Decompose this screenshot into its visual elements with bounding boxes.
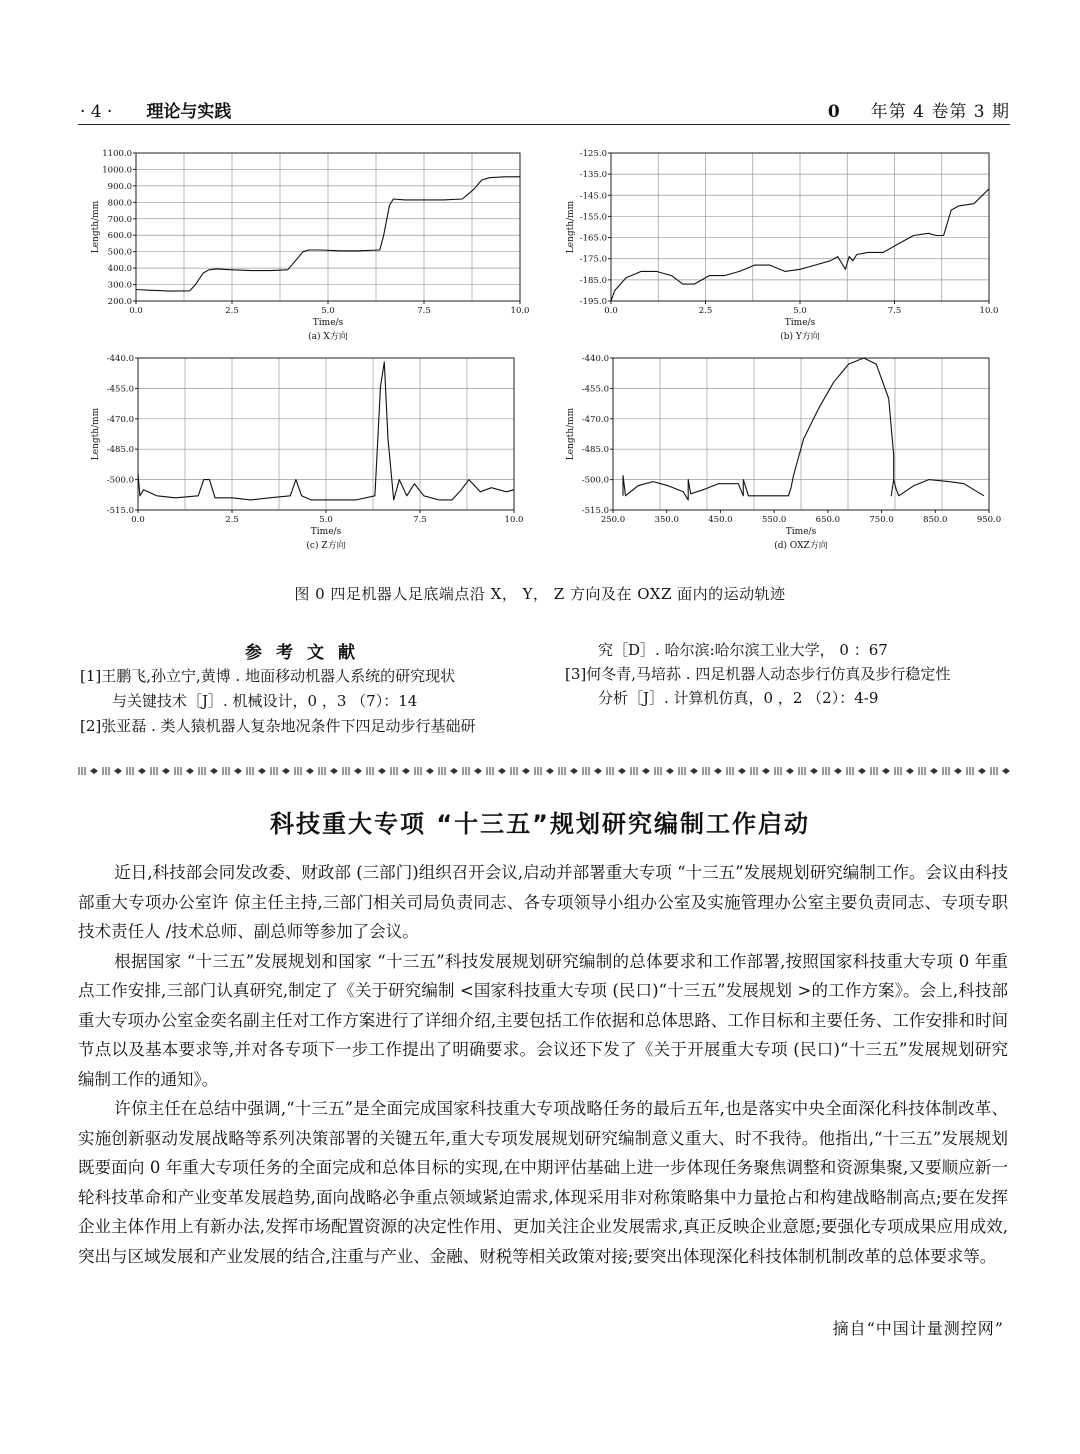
y-tick-label: 400.0	[107, 264, 132, 275]
x-tick-label: 10.0	[979, 306, 999, 316]
reference-item: 与关键技术［J］. 机械设计，0 ，3 （7）：14	[112, 692, 418, 710]
y-tick-label: -145.0	[579, 191, 607, 202]
ornamental-divider	[78, 761, 1010, 771]
issue-year: 0	[827, 102, 841, 122]
y-tick-label: 300.0	[107, 280, 132, 291]
series-line	[623, 358, 984, 500]
x-tick-label: 650.0	[815, 515, 841, 525]
x-tick-label: 250.0	[600, 515, 626, 525]
x-tick-label: 750.0	[869, 515, 894, 525]
article-paragraph: 许倞主任在总结中强调,“十三五”是全面完成国家科技重大专项战略任务的最后五年,也是落实中央全面深化科技体制改革、实施创新驱动发展战略等系列决策部署的关键五年,重大专项发展规划研究编制意义重大、时不我待。他指出,“十三五”发展规划既要面向 0 年重大专项任务的全面完成和总体目标的实现,在中期评估基础上进一步体现任务聚焦调整和资源集聚,又要顺应新一轮科技革命和产业变革发展趋势,面向战略必争重点领域紧迫需求,体现采用非对称策略集中力量抢占和构建战略制高点;要在发挥企业主体作用上有新办法,发挥市场配置资源的决定性作用、更加关注企业发展需求,真正反映企业意愿;要强化专项成果应用成效,突出与区域发展和产业发展的结合,注重与产业、金融、财税等相关政策对接;要突出体现深化科技体制机制改革的总体要求等。	[78, 1099, 1008, 1266]
y-tick-label: -155.0	[579, 212, 607, 223]
x-tick-label: 2.5	[225, 515, 239, 525]
y-tick-label: 600.0	[107, 231, 132, 242]
y-tick-label: -485.0	[581, 445, 609, 456]
x-tick-label: 550.0	[761, 515, 787, 525]
x-tick-label: 5.0	[319, 515, 333, 525]
chart-y-direction	[555, 145, 1005, 350]
x-tick-label: 7.5	[413, 515, 427, 525]
y-tick-label: -195.0	[579, 297, 607, 307]
reference-item: 分析［J］. 计算机仿真，0 ，2 （2）：4-9	[598, 689, 879, 707]
x-tick-label: 7.5	[887, 306, 902, 316]
y-axis-label: Length/mm	[566, 407, 576, 461]
page-number: · 4 ·	[80, 102, 113, 122]
x-axis-label: Time/s	[784, 318, 816, 328]
x-axis-label: Time/s	[312, 318, 344, 328]
y-tick-label: -440.0	[581, 354, 609, 364]
x-tick-label: 10.0	[504, 515, 524, 525]
y-tick-label: 1000.0	[102, 165, 132, 176]
article-title: 科技重大专项 “十三五”规划研究编制工作启动	[270, 810, 810, 838]
reference-item: [3]何冬青,马培荪 . 四足机器人动态步行仿真及步行稳定性	[565, 665, 951, 683]
reference-item: 究［D］. 哈尔滨:哈尔滨工业大学， 0 ：67	[598, 641, 888, 659]
y-axis-label: Length/mm	[91, 200, 101, 254]
y-tick-label: -515.0	[106, 506, 134, 516]
y-tick-label: -470.0	[106, 414, 134, 425]
y-tick-label: 800.0	[107, 198, 132, 209]
x-tick-label: 2.5	[698, 306, 713, 316]
y-tick-label: -185.0	[579, 275, 607, 286]
figure-caption: 图 0 四足机器人足底端点沿 X， Y， Z 方向及在 OXZ 面内的运动轨迹	[294, 585, 786, 603]
y-tick-label: -500.0	[581, 475, 609, 486]
y-tick-label: -125.0	[579, 149, 607, 159]
y-tick-label: -470.0	[581, 414, 609, 425]
reference-item: [1]王鹏飞,孙立宁,黄博 . 地面移动机器人系统的研究现状	[80, 667, 456, 685]
chart-z-direction	[80, 350, 530, 560]
article-paragraph: 根据国家 “十三五”发展规划和国家 “十三五”科技发展规划研究编制的总体要求和工作部署,按照国家科技重大专项 0 年重点工作安排,三部门认真研究,制定了《关于研究编制 <国家科技重大专项 (民口)“十三五”发展规划 >的工作方案》。会上,科技部重大专项办公室金奕名副主任对工作方案进行了详细介绍,主要包括工作依据和总体思路、工作目标和主要任务、工作安排和时间节点以及基本要求等,并对各专项下一步工作提出了明确要求。会议还下发了《关于开展重大专项 (民口)“十三五”发展规划研究编制工作的通知》。	[78, 951, 1008, 1089]
y-tick-label: 900.0	[107, 181, 132, 192]
volume-issue: 年第 4 卷第 3 期	[870, 102, 1010, 122]
x-tick-label: 0.0	[129, 306, 143, 316]
x-tick-label: 350.0	[654, 515, 679, 525]
x-tick-label: 7.5	[417, 306, 431, 316]
chart-caption: (c) Z方向	[306, 541, 346, 551]
y-tick-label: -455.0	[106, 384, 134, 395]
references-title: 参考文献	[245, 643, 369, 663]
y-axis-label: Length/mm	[91, 407, 101, 461]
y-tick-label: -165.0	[579, 233, 607, 244]
x-tick-label: 10.0	[510, 306, 530, 316]
y-tick-label: -515.0	[581, 506, 609, 516]
x-axis-label: Time/s	[785, 527, 817, 537]
running-header-right	[828, 97, 1010, 122]
chart-caption: (b) Y方向	[780, 332, 820, 342]
x-tick-label: 450.0	[708, 515, 733, 525]
y-tick-label: 700.0	[107, 214, 132, 225]
article-body	[78, 858, 1008, 1271]
y-tick-label: 1100.0	[102, 149, 132, 159]
x-tick-label: 0.0	[131, 515, 145, 525]
reference-item: [2]张亚磊 . 类人猿机器人复杂地况条件下四足动步行基础研	[80, 717, 476, 735]
y-tick-label: -135.0	[579, 170, 607, 181]
y-tick-label: 500.0	[107, 247, 132, 258]
x-tick-label: 5.0	[321, 306, 335, 316]
y-tick-label: -440.0	[106, 354, 134, 364]
chart-caption: (d) OXZ方向	[774, 541, 828, 551]
section-title: 理论与实践	[146, 102, 232, 122]
x-tick-label: 2.5	[225, 306, 239, 316]
y-tick-label: -485.0	[106, 445, 134, 456]
article-source: 摘自“中国计量测控网”	[832, 1319, 1004, 1338]
x-axis-label: Time/s	[310, 527, 342, 537]
chart-x-direction	[80, 145, 530, 350]
chart-oxz-plane	[555, 350, 1005, 560]
y-tick-label: -500.0	[106, 475, 134, 486]
x-tick-label: 0.0	[604, 306, 618, 316]
x-tick-label: 950.0	[976, 515, 1002, 525]
header-rule	[78, 124, 1010, 125]
y-tick-label: 200.0	[107, 297, 132, 307]
x-tick-label: 850.0	[923, 515, 948, 525]
chart-caption: (a) X方向	[308, 332, 348, 342]
y-tick-label: -455.0	[581, 384, 609, 395]
running-header-left	[80, 97, 231, 122]
y-tick-label: -175.0	[579, 254, 607, 265]
article-paragraph: 近日,科技部会同发改委、财政部 (三部门)组织召开会议,启动并部署重大专项 “十三五”发展规划研究编制工作。会议由科技部重大专项办公室许 倞主任主持,三部门相关司局负责同志、各专项领导小组办公室及实施管理办公室主要负责同志、专项专职技术责任人 /技术总师、副总师等参加了会议。	[78, 863, 1008, 941]
y-axis-label: Length/mm	[566, 200, 576, 254]
x-tick-label: 5.0	[793, 306, 807, 316]
